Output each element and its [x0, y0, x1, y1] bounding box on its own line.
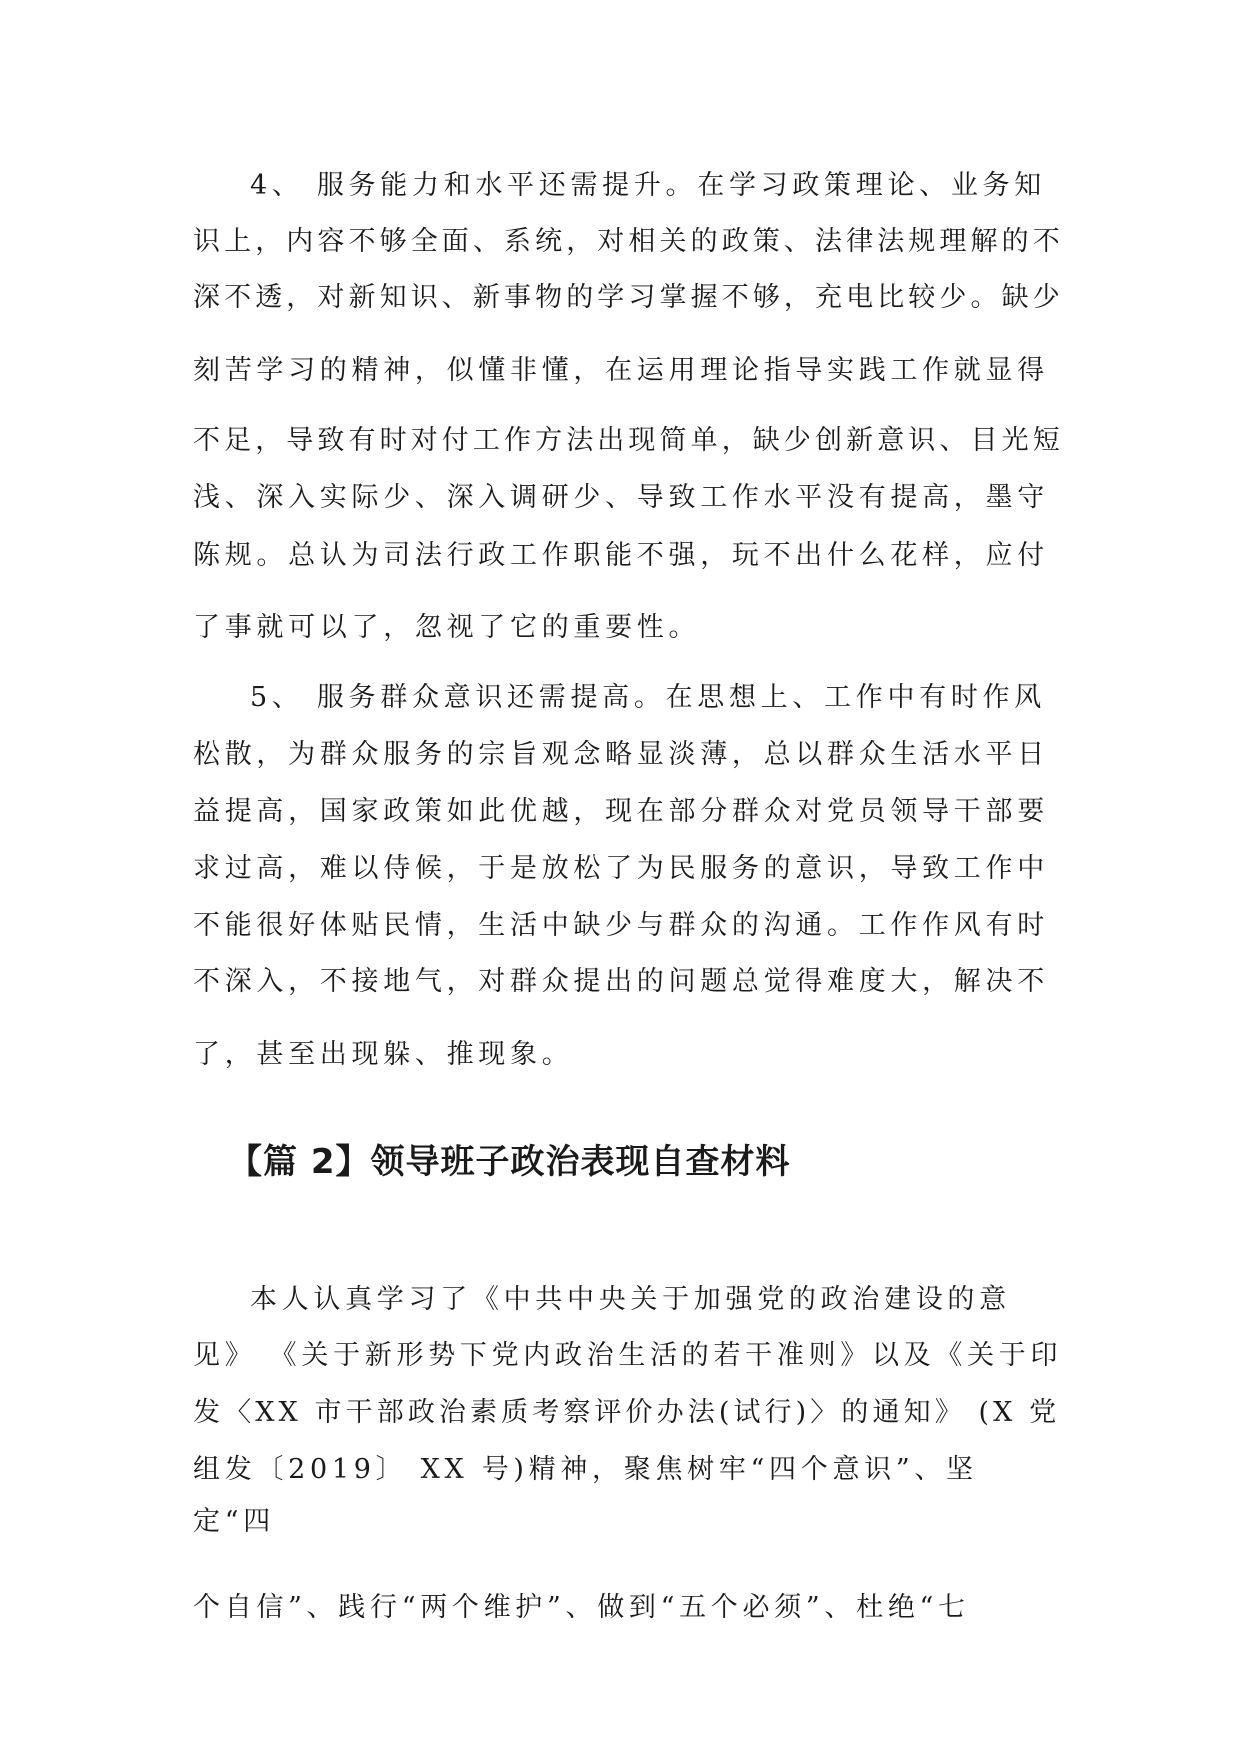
paragraph-5-line-7: 了，甚至出现躲、推现象。: [193, 1039, 574, 1070]
paragraph-5-line-5: 不能很好体贴民情，生活中缺少与群众的沟通。工作作风有时: [193, 910, 1049, 941]
paragraph-4-line-8: 了事就可以了，忽视了它的重要性。: [193, 612, 701, 643]
paragraph-4-line-6: 浅、深入实际少、深入调研少、导致工作水平没有提高，墨守: [193, 482, 1049, 513]
paragraph-5-line-2: 松散，为群众服务的宗旨观念略显淡薄，总以群众生活水平日: [193, 739, 1049, 770]
section-2-heading: 【篇 2】领导班子政治表现自查材料: [228, 1142, 791, 1182]
section-2-line-6: 个自信”、践行“两个维护”、做到“五个必须”、杜绝“七: [193, 1592, 970, 1623]
paragraph-5-line-3: 益提高，国家政策如此优越，现在部分群众对党员领导干部要: [193, 796, 1049, 827]
section-2-line-4: 组发〔2019〕 XX 号)精神，聚焦树牢“四个意识”、坚: [193, 1454, 978, 1485]
section-2-line-1: 本人认真学习了《中共中央关于加强党的政治建设的意: [250, 1284, 1011, 1315]
section-2-line-3: 发〈XX 市干部政治素质考察评价办法(试行)〉的通知》 (X 党: [193, 1397, 1061, 1428]
paragraph-4-line-2: 识上，内容不够全面、系统，对相关的政策、法律法规理解的不: [193, 226, 1064, 257]
section-2-line-5: 定“四: [193, 1506, 275, 1537]
paragraph-4-line-4: 刻苦学习的精神，似懂非懂，在运用理论指导实践工作就显得: [193, 355, 1049, 386]
paragraph-5-line-4: 求过高，难以侍候，于是放松了为民服务的意识，导致工作中: [193, 853, 1049, 884]
paragraph-5-line-6: 不深入，不接地气，对群众提出的问题总觉得难度大，解决不: [193, 966, 1049, 997]
paragraph-4-line-5: 不足，导致有时对付工作方法出现简单，缺少创新意识、目光短: [193, 425, 1064, 456]
section-2-line-2: 见》 《关于新形势下党内政治生活的若干准则》以及《关于印: [193, 1340, 1063, 1371]
paragraph-4-line-7: 陈规。总认为司法行政工作职能不强，玩不出什么花样，应付: [193, 540, 1049, 571]
paragraph-5-line-1: 5、 服务群众意识还需提高。在思想上、工作中有时作风: [250, 682, 1046, 713]
paragraph-4-line-3: 深不透，对新知识、新事物的学习掌握不够，充电比较少。缺少: [193, 282, 1064, 313]
paragraph-4-line-1: 4、 服务能力和水平还需提升。在学习政策理论、业务知: [250, 170, 1046, 201]
